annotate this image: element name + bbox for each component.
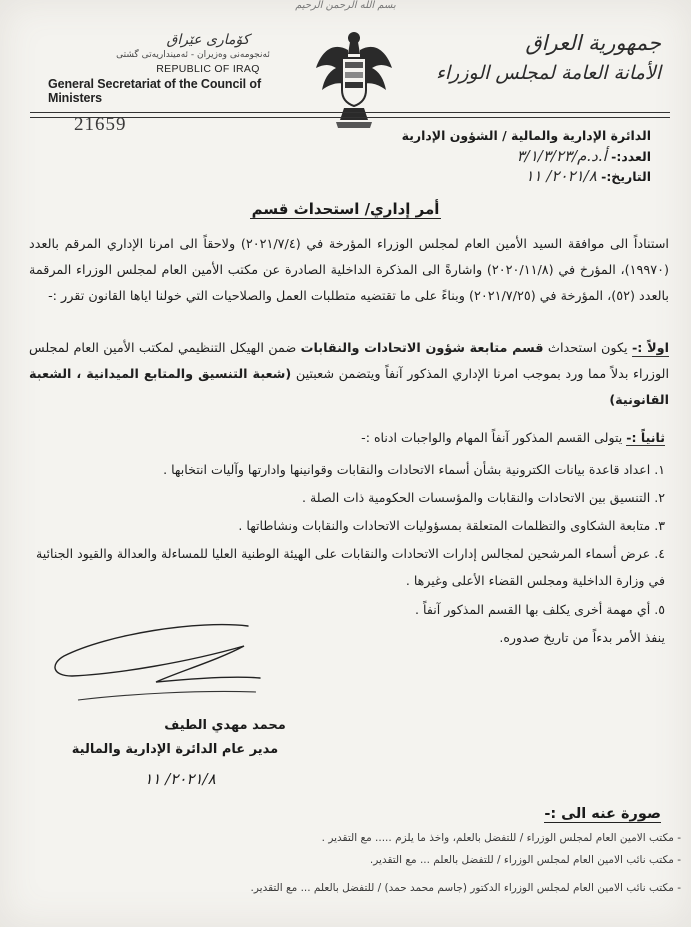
basmala: بسم الله الرحمن الرحيم [295, 0, 396, 11]
cc-item: - مكتب نائب الامين العام لمجلس الوزراء الدكتور (جاسم محمد حمد) / للتفضل بالعلم ... مع التقدير. [250, 882, 681, 894]
first-clause [29, 336, 669, 414]
first-pre: يكون استحداث [547, 341, 628, 356]
department-line: الدائرة الإدارية والمالية / الشؤون الإدارية [401, 128, 651, 143]
order-title [0, 200, 691, 218]
iraq-eagle-emblem-icon [314, 24, 394, 132]
signatory-name: محمد مهدي الطيف [164, 718, 286, 733]
task-item: ٤. عرض أسماء المرشحين لمجالس إدارات الاتحادات والنقابات على الهيئة الوطنية العليا للمساءلة والعدالة والقيود الجنائية في وزارة الداخلية ومجلس القضاء الأعلى وغيرها . [35, 546, 665, 588]
order-title-text: أمر إداري/ استحداث قسم [251, 200, 440, 218]
cc-heading-text: صورة عنه الى :- [544, 806, 661, 822]
second-label: ثانياً :- [626, 430, 665, 445]
first-branches: (شعبة التنسيق والمتابع الميدانية ، الشعبة القانونية) [29, 367, 669, 408]
republic-name-ar: جمهورية العراق [525, 31, 661, 55]
date-label: التاريخ:- [601, 169, 651, 184]
signatory-title: مدير عام الدائرة الإدارية والمالية [71, 742, 279, 757]
republic-name-ku: كۆمارى عێراق [166, 32, 250, 48]
cc-heading [544, 806, 661, 822]
intro-paragraph: استناداً الى موافقة السيد الأمين العام لمجلس الوزراء المؤرخة في (٢٠٢١/٧/٤) ولاحقاً الى امرنا الإداري المرقم بالعدد (١٩٩٧٠)، المؤرخ في (٢٠٢٠/١١/٨) واشارةً الى المذكرة الداخلية الصادرة عن مكتب الأمين العام لمجلس الوزراء المرقمة بالعدد (٥٢)، المؤرخة في (٢٠٢١/٧/٢٥) وبناءً على ما تقتضيه متطلبات العمل والصلاحيات التي خولنا اياها القانون تقرر :- [29, 237, 670, 304]
secretariat-name-ar: الأمانة العامة لمجلس الوزراء [435, 62, 661, 84]
number-label: العدد:- [611, 149, 651, 164]
date-line [321, 166, 651, 187]
second-text: يتولى القسم المذكور آنفاً المهام والواجبات ادناه :- [361, 430, 623, 445]
english-letterhead [48, 32, 298, 105]
reference-number: 21659 [74, 114, 127, 135]
first-mid: ضمن الهيكل التنظيمي لمكتب الأمين العام لمجلس الوزراء بدلاً مما ورد بموجب امرنا الإداري المذكور آنفاً ويتضمن شعبتين [29, 341, 670, 382]
cc-item: - مكتب الامين العام لمجلس الوزراء / للتفضل بالعلم، واخذ ما يلزم ..... مع التقدير . [321, 832, 681, 844]
date-value: ٢٠٢١/٨/ ١١ [525, 167, 597, 185]
task-item: ١. اعداد قاعدة بيانات الكترونية بشأن أسماء الاتحادات والنقابات وقوانينها وادارتها وآليات انتخابها . [163, 462, 665, 477]
arabic-letterhead [421, 28, 661, 88]
task-item: ٣. متابعة الشكاوى والتظلمات المتعلقة بمسؤوليات الاتحادات والنقابات ونشاطاتها . [238, 518, 665, 533]
cc-item: - مكتب نائب الامين العام لمجلس الوزراء / للتفضل بالعلم ... مع التقدير. [369, 854, 681, 866]
first-label: اولاً :- [631, 341, 669, 356]
signature-date: ٢٠٢١/٨/ ١١ [144, 770, 216, 788]
header-divider [30, 112, 670, 113]
task-item: ٥. أي مهمة أخرى يكلف بها القسم المذكور آنفاً . [415, 602, 665, 617]
first-unit-name: قسم متابعة شؤون الاتحادات والنقابات [300, 341, 544, 356]
task-item: ٢. التنسيق بين الاتحادات والنقابات والمؤسسات الحكومية ذات الصلة . [302, 490, 665, 505]
second-clause [25, 424, 665, 451]
secretariat-name-ku: ئه‌نجومه‌نی وه‌زیران - ئه‌مینداریه‌تی گشتی [116, 50, 270, 60]
number-value: أ.د.م/٣/١/٣/٢٣ [516, 147, 607, 165]
effective-clause: ينفذ الأمر بدءاً من تاريخ صدوره. [499, 630, 665, 645]
handwritten-signature [48, 612, 268, 712]
number-line [321, 146, 651, 167]
republic-name-en: REPUBLIC OF IRAQ [156, 63, 260, 75]
secretariat-name-en: General Secretariat of the Council of Ministers [48, 77, 262, 105]
